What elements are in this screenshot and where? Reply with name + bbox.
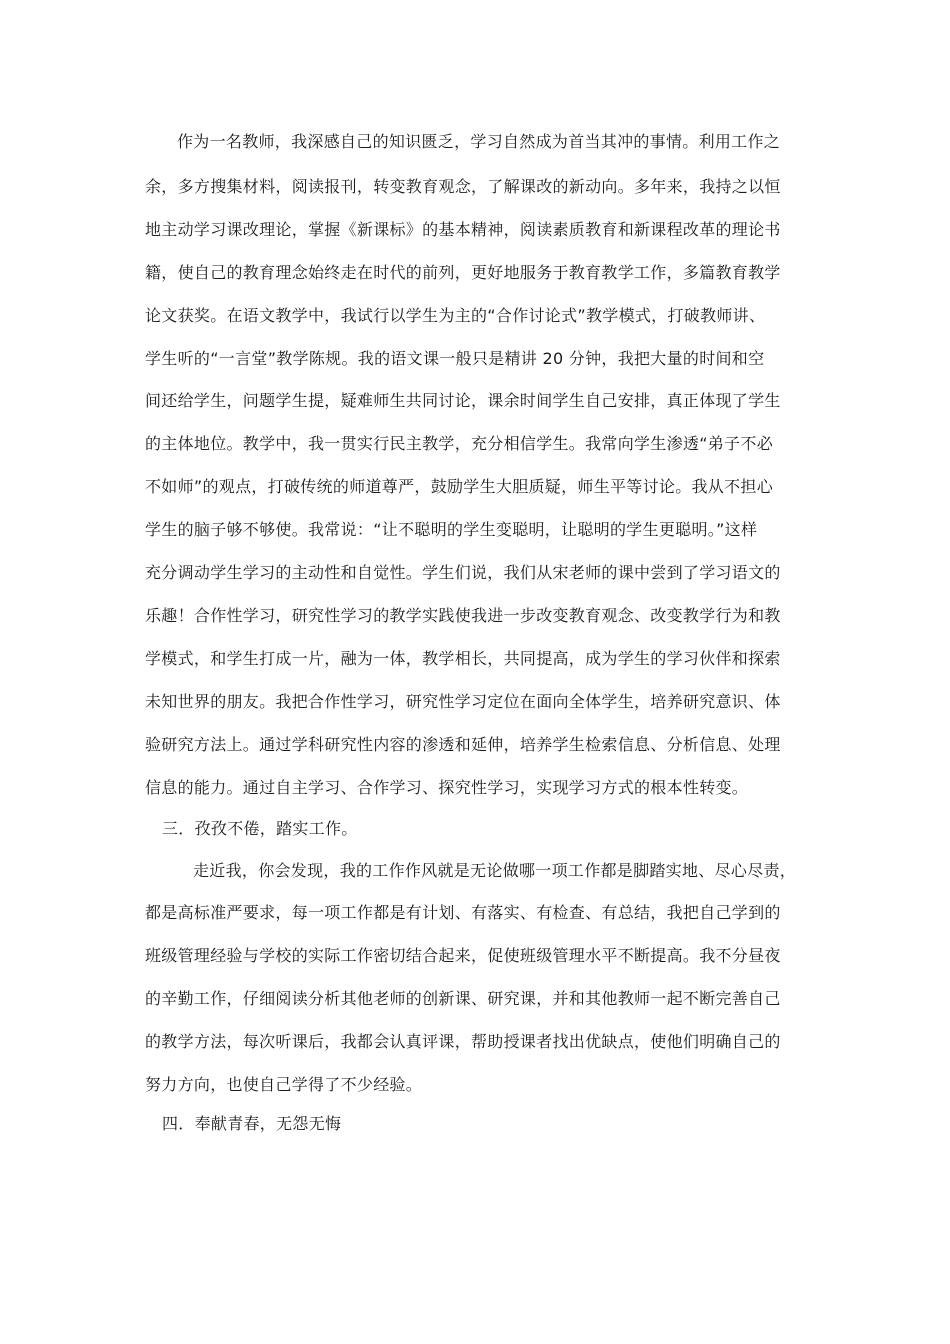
paragraph-line: 走近我，你会发现，我的工作作风就是无论做哪一项工作都是脚踏实地、尽心尽责，: [193, 861, 797, 880]
paragraph-line: 学生听的“一言堂”教学陈规。我的语文课一般只是精讲 20 分钟，我把大量的时间和空: [145, 349, 765, 368]
paragraph-line: 验研究方法上。通过学科研究性内容的渗透和延伸，培养学生检索信息、分析信息、处理: [145, 735, 781, 754]
paragraph-line: 学模式，和学生打成一片，融为一体，教学相长，共同提高，成为学生的学习伙伴和探索: [145, 649, 781, 668]
paragraph-line: 充分调动学生学习的主动性和自觉性。学生们说，我们从宋老师的课中尝到了学习语文的: [145, 563, 781, 582]
paragraph-line: 学生的脑子够不够使。我常说：“让不聪明的学生变聪明，让聪明的学生更聪明。”这样: [145, 520, 758, 539]
paragraph-line: 的辛勤工作，仔细阅读分析其他老师的创新课、研究课，并和其他教师一起不断完善自己: [145, 989, 781, 1008]
paragraph-line: 籍，使自己的教育理念始终走在时代的前列，更好地服务于教育教学工作，多篇教育教学: [145, 263, 781, 282]
paragraph-line: 的主体地位。教学中，我一贯实行民主教学，充分相信学生。我常向学生渗透“弟子不必: [145, 434, 773, 453]
paragraph-line: 努力方向，也使自己学得了不少经验。: [145, 1075, 423, 1094]
paragraph-line: 班级管理经验与学校的实际工作密切结合起来，促使班级管理水平不断提高。我不分昼夜: [145, 946, 781, 965]
paragraph-line: 地主动学习课改理论，掌握《新课标》的基本精神，阅读素质教育和新课程改革的理论书: [145, 220, 781, 239]
paragraph-line: 乐趣！合作性学习，研究性学习的教学实践使我进一步改变教育观念、改变教学行为和教: [145, 606, 781, 625]
section-heading: 三．孜孜不倦，踏实工作。: [162, 819, 358, 838]
paragraph-line: 不如师”的观点，打破传统的师道尊严，鼓励学生大胆质疑，师生平等讨论。我从不担心: [145, 477, 773, 496]
section-heading: 四．奉献青春，无怨无悔: [162, 1114, 342, 1133]
paragraph-line: 的教学方法，每次听课后，我都会认真评课，帮助授课者找出优缺点，使他们明确自己的: [145, 1032, 781, 1051]
paragraph-line: 未知世界的朋友。我把合作性学习，研究性学习定位在面向全体学生，培养研究意识、体: [145, 692, 781, 711]
paragraph-line: 间还给学生，问题学生提，疑难师生共同讨论，课余时间学生自己安排，真正体现了学生: [145, 391, 781, 410]
paragraph-line: 信息的能力。通过自主学习、合作学习、探究性学习，实现学习方式的根本性转变。: [145, 778, 749, 797]
paragraph-line: 余，多方搜集材料，阅读报刊，转变教育观念，了解课改的新动向。多年来，我持之以恒: [145, 177, 781, 196]
paragraph-line: 都是高标准严要求，每一项工作都是有计划、有落实、有检查、有总结，我把自己学到的: [145, 903, 781, 922]
paragraph-line: 论文获奖。在语文教学中，我试行以学生为主的“合作讨论式”教学模式，打破教师讲、: [145, 306, 766, 325]
paragraph-line: 作为一名教师，我深感自己的知识匮乏，学习自然成为首当其冲的事情。利用工作之: [177, 132, 781, 151]
